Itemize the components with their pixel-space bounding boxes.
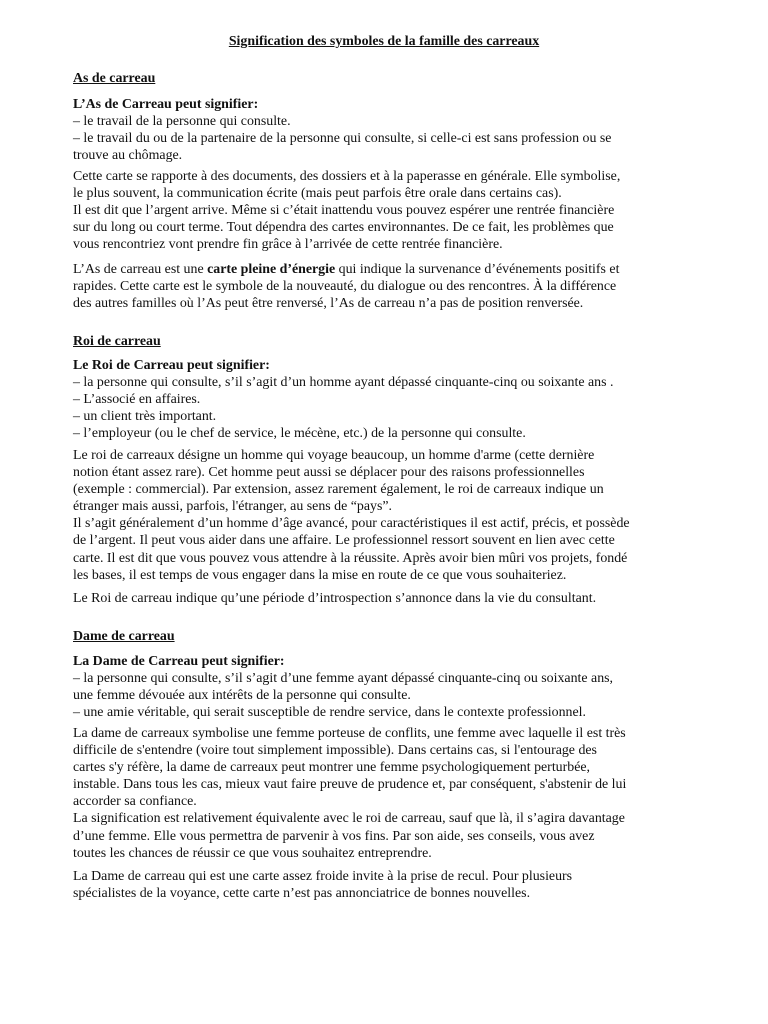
paragraph-line: notion étant assez rare). Cet homme peut aussi se déplacer pour des raisons professionnelles [73, 465, 585, 481]
paragraph-line: étranger mais aussi, parfois, l'étranger, au sens de “pays”. [73, 499, 392, 515]
section-heading-as: As de carreau [73, 71, 156, 86]
paragraph-line: La Dame de carreau qui est une carte assez froide invite à la prise de recul. Pour plusieurs [73, 869, 573, 884]
list-item: – le travail de la personne qui consulte. [73, 114, 291, 130]
paragraph-line: Le Roi de carreau indique qu’une période d’introspection s’annonce dans la vie du consultant. [73, 591, 597, 606]
paragraph-line: d’une femme. Elle vous permettra de parvenir à vos fins. Par son aide, ses conseils, vous avez [73, 828, 595, 844]
paragraph-line: L’As de carreau est une carte pleine d’énergie qui indique la survenance d’événements positifs et [73, 262, 620, 277]
list-item: – le travail du ou de la partenaire de la personne qui consulte, si celle-ci est sans profession ou se [73, 131, 612, 147]
section-dame-definition [73, 653, 693, 721]
paragraph-line: La signification est relativement équivalente avec le roi de carreau, sauf que là, il s’agira davantage [73, 811, 625, 827]
section-heading-roi: Roi de carreau [73, 334, 161, 349]
list-item: – la personne qui consulte, s’il s’agit d’une femme ayant dépassé cinquante-cinq ou soixante ans, [73, 671, 614, 687]
paragraph-line: le plus souvent, la communication écrite (mais peut parfois être orale dans certains cas). [73, 186, 562, 202]
document-title: Signification des symboles de la famille des carreaux [228, 34, 540, 49]
section-dame-paragraph [73, 725, 693, 862]
paragraph-line: La dame de carreaux symbolise une femme porteuse de conflits, une femme avec laquelle il est très [73, 726, 626, 741]
paragraph-line: Le roi de carreaux désigne un homme qui voyage beaucoup, un homme d'arme (cette dernière [73, 448, 595, 463]
section-as-definition [73, 96, 693, 164]
paragraph-line: toutes les chances de réussir ce que vous souhaitez entreprendre. [73, 845, 432, 861]
paragraph-line: accorder sa confiance. [73, 794, 197, 810]
paragraph-line: rapides. Cette carte est le symbole de la nouveauté, du dialogue ou des rencontres. À la différence [73, 279, 617, 295]
subheading: L’As de Carreau peut signifier: [73, 97, 259, 112]
section-roi-definition [73, 357, 693, 442]
list-item: une femme dévouée aux intérêts de la personne qui consulte. [73, 688, 411, 704]
list-item: – une amie véritable, qui serait susceptible de rendre service, dans le contexte professionnel. [73, 705, 586, 721]
list-item: – l’employeur (ou le chef de service, le mécène, etc.) de la personne qui consulte. [73, 426, 526, 442]
paragraph-line: spécialistes de la voyance, cette carte n’est pas annonciatrice de bonnes nouvelles. [73, 886, 531, 902]
section-as-energy-paragraph [73, 261, 693, 312]
section-roi-paragraph-2 [73, 590, 693, 607]
list-item: – la personne qui consulte, s’il s’agit d’un homme ayant dépassé cinquante-cinq ou soixante ans . [73, 375, 614, 391]
paragraph-line: instable. Dans tous les cas, mieux vaut faire preuve de prudence et, par conséquent, s'abstenir de lui [73, 777, 627, 793]
paragraph-line: (exemple : commercial). Par extension, assez rarement également, le roi de carreaux indique un [73, 482, 604, 498]
paragraph-line: Cette carte se rapporte à des documents, des dossiers et à la paperasse en générale. Elle symbolise, [73, 169, 621, 184]
paragraph-line: difficile de s'entendre (voire tout simplement impossible). Dans certains cas, si l'entourage des [73, 743, 597, 759]
paragraph-line: carte. Il est dit que vous pouvez vous attendre à la réussite. Après avoir bien mûri vos projets, fondé [73, 550, 628, 566]
list-item: trouve au chômage. [73, 148, 183, 164]
paragraph-line: les bases, il est temps de vous engager dans la mise en route de ce que vous souhaiteriez. [73, 567, 567, 583]
subheading: Le Roi de Carreau peut signifier: [73, 358, 270, 373]
emphasis: carte pleine d’énergie [207, 262, 336, 277]
paragraph-line: vous rencontriez vont prendre fin grâce à l’arrivée de cette rentrée financière. [73, 237, 503, 253]
paragraph-line: de l’argent. Il peut vous aider dans une affaire. Le professionnel ressort souvent en lien avec cette [73, 533, 615, 549]
section-heading-dame: Dame de carreau [73, 629, 175, 644]
section-roi-paragraph [73, 447, 693, 584]
paragraph-line: des autres familles où l’As peut être renversé, l’As de carreau n’a pas de position renversée. [73, 296, 584, 312]
paragraph-line: cartes s'y réfère, la dame de carreaux peut montrer une femme psychologiquement perturbée, [73, 760, 590, 776]
subheading: La Dame de Carreau peut signifier: [73, 654, 285, 669]
paragraph-line: Il s’agit généralement d’un homme d’âge avancé, pour caractéristiques il est actif, précis, et possède [73, 516, 630, 532]
paragraph-line: sur du long ou court terme. Tout dépendra des cartes environnantes. De ce fait, les problèmes que [73, 220, 614, 236]
section-dame-paragraph-2 [73, 868, 693, 902]
list-item: – L’associé en affaires. [73, 392, 201, 408]
section-as-paragraph [73, 168, 693, 253]
paragraph-line: Il est dit que l’argent arrive. Même si c’était inattendu vous pouvez espérer une rentrée financière [73, 203, 615, 219]
list-item: – un client très important. [73, 409, 217, 425]
